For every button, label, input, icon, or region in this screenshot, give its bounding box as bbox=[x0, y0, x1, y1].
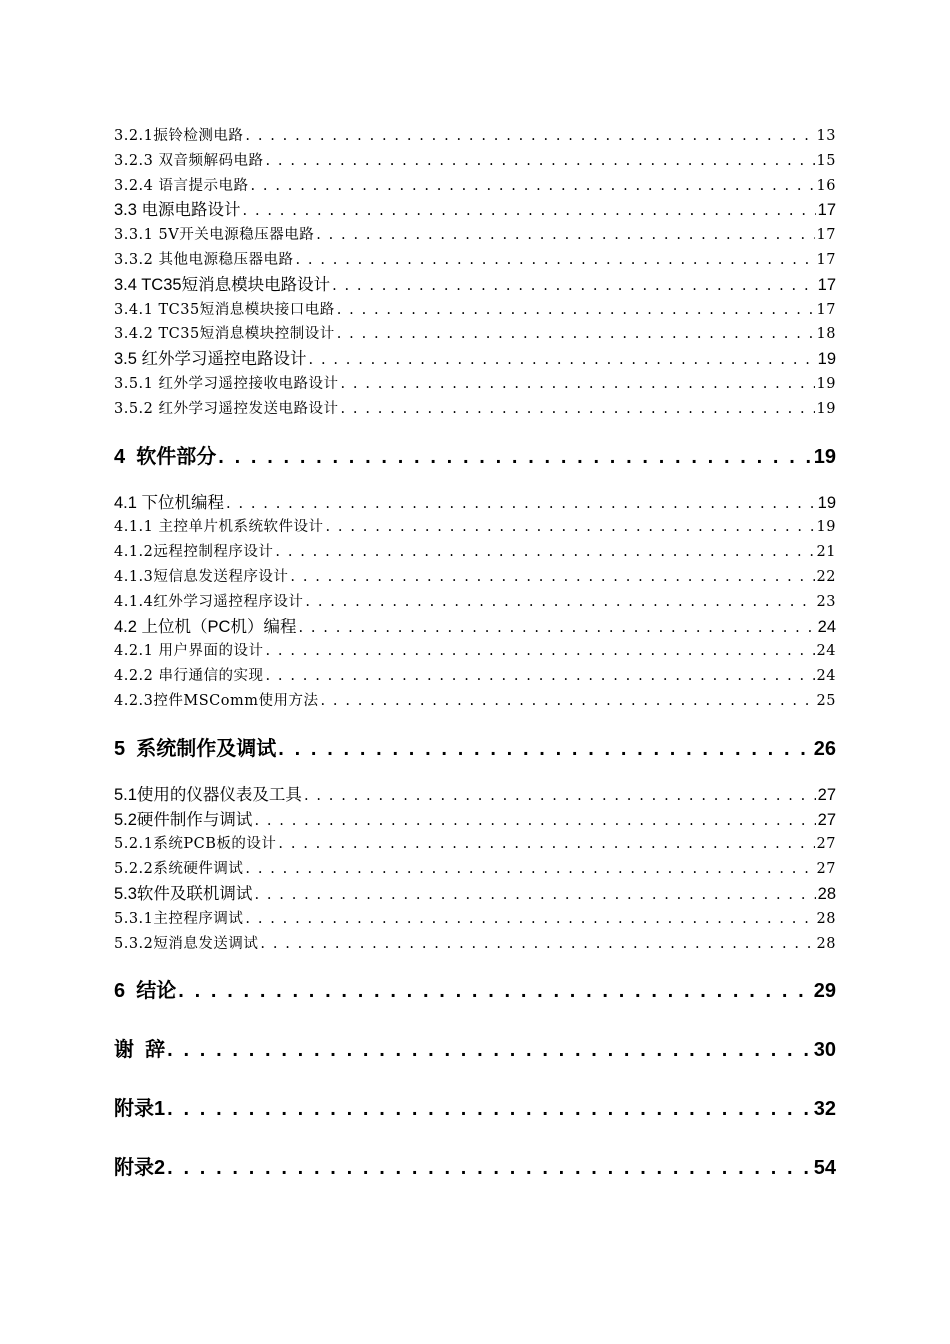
toc-entry-3-3[interactable] bbox=[114, 198, 836, 223]
toc-entry-page: 19 bbox=[817, 350, 836, 369]
toc-entry-page: 17 bbox=[817, 275, 836, 294]
toc-entry-label: 5.3软件及联机调试 bbox=[114, 884, 253, 903]
toc-entry-5-3-1[interactable] bbox=[114, 907, 836, 932]
toc-entry-label: 3.3 电源电路设计 bbox=[114, 201, 241, 220]
dot-leader bbox=[178, 976, 812, 1006]
toc-entry-label: 3.2.1振铃检测电路 bbox=[114, 128, 244, 144]
dot-leader bbox=[266, 664, 815, 689]
toc-entry-5-2[interactable] bbox=[114, 808, 836, 833]
toc-entry-4-1-3[interactable] bbox=[114, 565, 836, 590]
toc-chapter-5[interactable] bbox=[114, 734, 836, 764]
toc-entry-5-3[interactable] bbox=[114, 882, 836, 907]
toc-entry-3-5[interactable] bbox=[114, 347, 836, 372]
toc-entry-page: 28 bbox=[816, 910, 836, 927]
toc-entry-4-2-1[interactable] bbox=[114, 639, 836, 664]
toc-entry-3-4-2[interactable] bbox=[114, 322, 836, 347]
dot-leader bbox=[278, 734, 812, 764]
spacer bbox=[114, 764, 836, 783]
toc-entry-page: 27 bbox=[816, 861, 836, 878]
spacer bbox=[114, 1124, 836, 1153]
dot-leader bbox=[167, 1094, 812, 1124]
toc-entry-page: 19 bbox=[816, 375, 836, 392]
toc-entry-label: 5.2.1系统PCB板的设计 bbox=[114, 836, 277, 853]
dot-leader bbox=[316, 223, 814, 248]
toc-entry-label: 5.3.1主控程序调试 bbox=[114, 910, 244, 927]
toc-entry-label: 4.2.2 串行通信的实现 bbox=[114, 668, 264, 685]
dot-leader bbox=[290, 565, 814, 590]
toc-entry-3-4[interactable] bbox=[114, 273, 836, 298]
toc-entry-4-1-2[interactable] bbox=[114, 540, 836, 565]
toc-entry-5-3-2[interactable] bbox=[114, 932, 836, 957]
toc-entry-page: 19 bbox=[816, 519, 836, 536]
toc-entry-label: 4.1.4红外学习遥控程序设计 bbox=[114, 593, 304, 610]
toc-entry-label: 3.5.1 红外学习遥控接收电路设计 bbox=[114, 375, 339, 392]
dot-leader bbox=[337, 298, 815, 323]
toc-chapter-page: 26 bbox=[813, 737, 836, 760]
toc-entry-page: 28 bbox=[816, 935, 836, 952]
dot-leader bbox=[275, 540, 814, 565]
toc-entry-page: 25 bbox=[816, 692, 836, 709]
spacer bbox=[114, 472, 836, 491]
spacer bbox=[114, 956, 836, 976]
toc-entry-page: 24 bbox=[816, 643, 836, 660]
toc-entry-label: 4.2.3控件MSComm使用方法 bbox=[114, 692, 319, 709]
spacer bbox=[114, 714, 836, 734]
toc-entry-3-2-3[interactable] bbox=[114, 149, 836, 174]
toc-entry-page: 27 bbox=[817, 810, 836, 829]
toc-entry-3-5-1[interactable] bbox=[114, 372, 836, 397]
toc-entry-label: 4.1.1 主控单片机系统软件设计 bbox=[114, 519, 324, 536]
dot-leader bbox=[266, 639, 815, 664]
toc-chapter-page: 29 bbox=[813, 980, 836, 1003]
toc-entry-4-2-2[interactable] bbox=[114, 664, 836, 689]
toc-entry-label: 3.5 红外学习遥控电路设计 bbox=[114, 350, 307, 369]
toc-appendix-2[interactable] bbox=[114, 1153, 836, 1183]
toc-entry-page: 28 bbox=[817, 884, 836, 903]
toc-entry-page: 24 bbox=[816, 668, 836, 685]
toc-chapter-label: 附录1 bbox=[114, 1098, 166, 1121]
toc-entry-page: 21 bbox=[816, 544, 836, 561]
toc-entry-4-1[interactable] bbox=[114, 491, 836, 516]
table-of-contents bbox=[114, 124, 836, 1183]
toc-chapter-label: 谢 辞 bbox=[114, 1039, 166, 1062]
toc-entry-label: 3.3.1 5V开关电源稳压器电路 bbox=[114, 227, 315, 244]
toc-entry-label: 5.3.2短消息发送调试 bbox=[114, 935, 259, 952]
toc-chapter-page: 19 bbox=[813, 445, 836, 468]
toc-chapter-label: 4 软件部分 bbox=[114, 445, 217, 468]
toc-entry-5-2-1[interactable] bbox=[114, 832, 836, 857]
toc-chapter-4[interactable] bbox=[114, 442, 836, 472]
dot-leader bbox=[254, 883, 815, 908]
dot-leader bbox=[226, 492, 816, 517]
toc-entry-5-1[interactable] bbox=[114, 783, 836, 808]
spacer bbox=[114, 1006, 836, 1035]
toc-chapter-label: 6 结论 bbox=[114, 980, 177, 1003]
toc-chapter-label: 附录2 bbox=[114, 1157, 166, 1180]
toc-entry-4-2-3[interactable] bbox=[114, 689, 836, 714]
dot-leader bbox=[266, 149, 815, 174]
dot-leader bbox=[243, 199, 816, 224]
toc-chapter-6[interactable] bbox=[114, 976, 836, 1006]
toc-entry-page: 24 bbox=[817, 617, 836, 636]
toc-entry-page: 13 bbox=[816, 128, 836, 144]
toc-chapter-page: 54 bbox=[813, 1157, 836, 1180]
toc-entry-4-1-4[interactable] bbox=[114, 590, 836, 615]
toc-entry-page: 17 bbox=[816, 301, 836, 318]
dot-leader bbox=[309, 348, 816, 373]
dot-leader bbox=[260, 932, 814, 957]
toc-entry-3-4-1[interactable] bbox=[114, 298, 836, 323]
toc-entry-page: 17 bbox=[817, 201, 836, 220]
dot-leader bbox=[245, 907, 814, 932]
dot-leader bbox=[245, 124, 814, 149]
toc-entry-label: 3.4.1 TC35短消息模块接口电路 bbox=[114, 301, 335, 318]
toc-entry-label: 5.2硬件制作与调试 bbox=[114, 810, 253, 829]
toc-entry-page: 17 bbox=[816, 251, 836, 268]
toc-entry-label: 3.2.4 语言提示电路 bbox=[114, 177, 249, 194]
toc-entry-label: 4.1.2远程控制程序设计 bbox=[114, 544, 274, 561]
toc-entry-page: 19 bbox=[816, 400, 836, 417]
toc-entry-page: 17 bbox=[816, 227, 836, 244]
toc-chapter-page: 32 bbox=[813, 1098, 836, 1121]
toc-entry-label: 3.5.2 红外学习遥控发送电路设计 bbox=[114, 400, 339, 417]
dot-leader bbox=[296, 248, 815, 273]
toc-entry-3-3-2[interactable] bbox=[114, 248, 836, 273]
toc-entry-3-2-1[interactable] bbox=[114, 124, 836, 149]
toc-entry-page: 15 bbox=[816, 152, 836, 169]
toc-entry-page: 22 bbox=[816, 568, 836, 585]
toc-entry-label: 3.4 TC35短消息模块电路设计 bbox=[114, 275, 331, 294]
toc-chapter-page: 30 bbox=[813, 1039, 836, 1062]
dot-leader bbox=[341, 372, 815, 397]
toc-thanks[interactable] bbox=[114, 1035, 836, 1065]
toc-entry-5-2-2[interactable] bbox=[114, 857, 836, 882]
spacer bbox=[114, 1065, 836, 1094]
dot-leader bbox=[337, 322, 815, 347]
dot-leader bbox=[321, 689, 815, 714]
toc-entry-3-2-4[interactable] bbox=[114, 174, 836, 199]
toc-entry-label: 5.2.2系统硬件调试 bbox=[114, 861, 244, 878]
toc-entry-3-3-1[interactable] bbox=[114, 223, 836, 248]
dot-leader bbox=[278, 832, 814, 857]
toc-entry-4-1-1[interactable] bbox=[114, 515, 836, 540]
toc-entry-label: 5.1使用的仪器仪表及工具 bbox=[114, 785, 302, 804]
dot-leader bbox=[305, 590, 814, 615]
toc-entry-3-5-2[interactable] bbox=[114, 397, 836, 422]
toc-entry-label: 4.2 上位机（PC机）编程 bbox=[114, 617, 297, 636]
toc-chapter-label: 5 系统制作及调试 bbox=[114, 737, 277, 760]
spacer bbox=[114, 422, 836, 442]
dot-leader bbox=[304, 784, 816, 809]
toc-entry-page: 27 bbox=[817, 785, 836, 804]
toc-entry-page: 18 bbox=[816, 326, 836, 343]
dot-leader bbox=[326, 515, 815, 540]
dot-leader bbox=[167, 1153, 812, 1183]
dot-leader bbox=[254, 809, 815, 834]
dot-leader bbox=[341, 397, 815, 422]
toc-entry-label: 4.2.1 用户界面的设计 bbox=[114, 643, 264, 660]
dot-leader bbox=[245, 857, 814, 882]
toc-entry-page: 19 bbox=[817, 493, 836, 512]
toc-entry-label: 3.4.2 TC35短消息模块控制设计 bbox=[114, 326, 335, 343]
toc-entry-label: 4.1.3短信息发送程序设计 bbox=[114, 568, 289, 585]
dot-leader bbox=[332, 274, 816, 299]
toc-entry-4-2[interactable] bbox=[114, 615, 836, 640]
toc-appendix-1[interactable] bbox=[114, 1094, 836, 1124]
toc-entry-page: 27 bbox=[816, 836, 836, 853]
toc-entry-label: 4.1 下位机编程 bbox=[114, 493, 225, 512]
dot-leader bbox=[298, 616, 815, 641]
toc-entry-label: 3.2.3 双音频解码电路 bbox=[114, 152, 264, 169]
dot-leader bbox=[167, 1035, 812, 1065]
toc-entry-label: 3.3.2 其他电源稳压器电路 bbox=[114, 251, 294, 268]
toc-entry-page: 16 bbox=[816, 177, 836, 194]
toc-entry-page: 23 bbox=[816, 593, 836, 610]
dot-leader bbox=[218, 442, 812, 472]
dot-leader bbox=[251, 174, 815, 199]
